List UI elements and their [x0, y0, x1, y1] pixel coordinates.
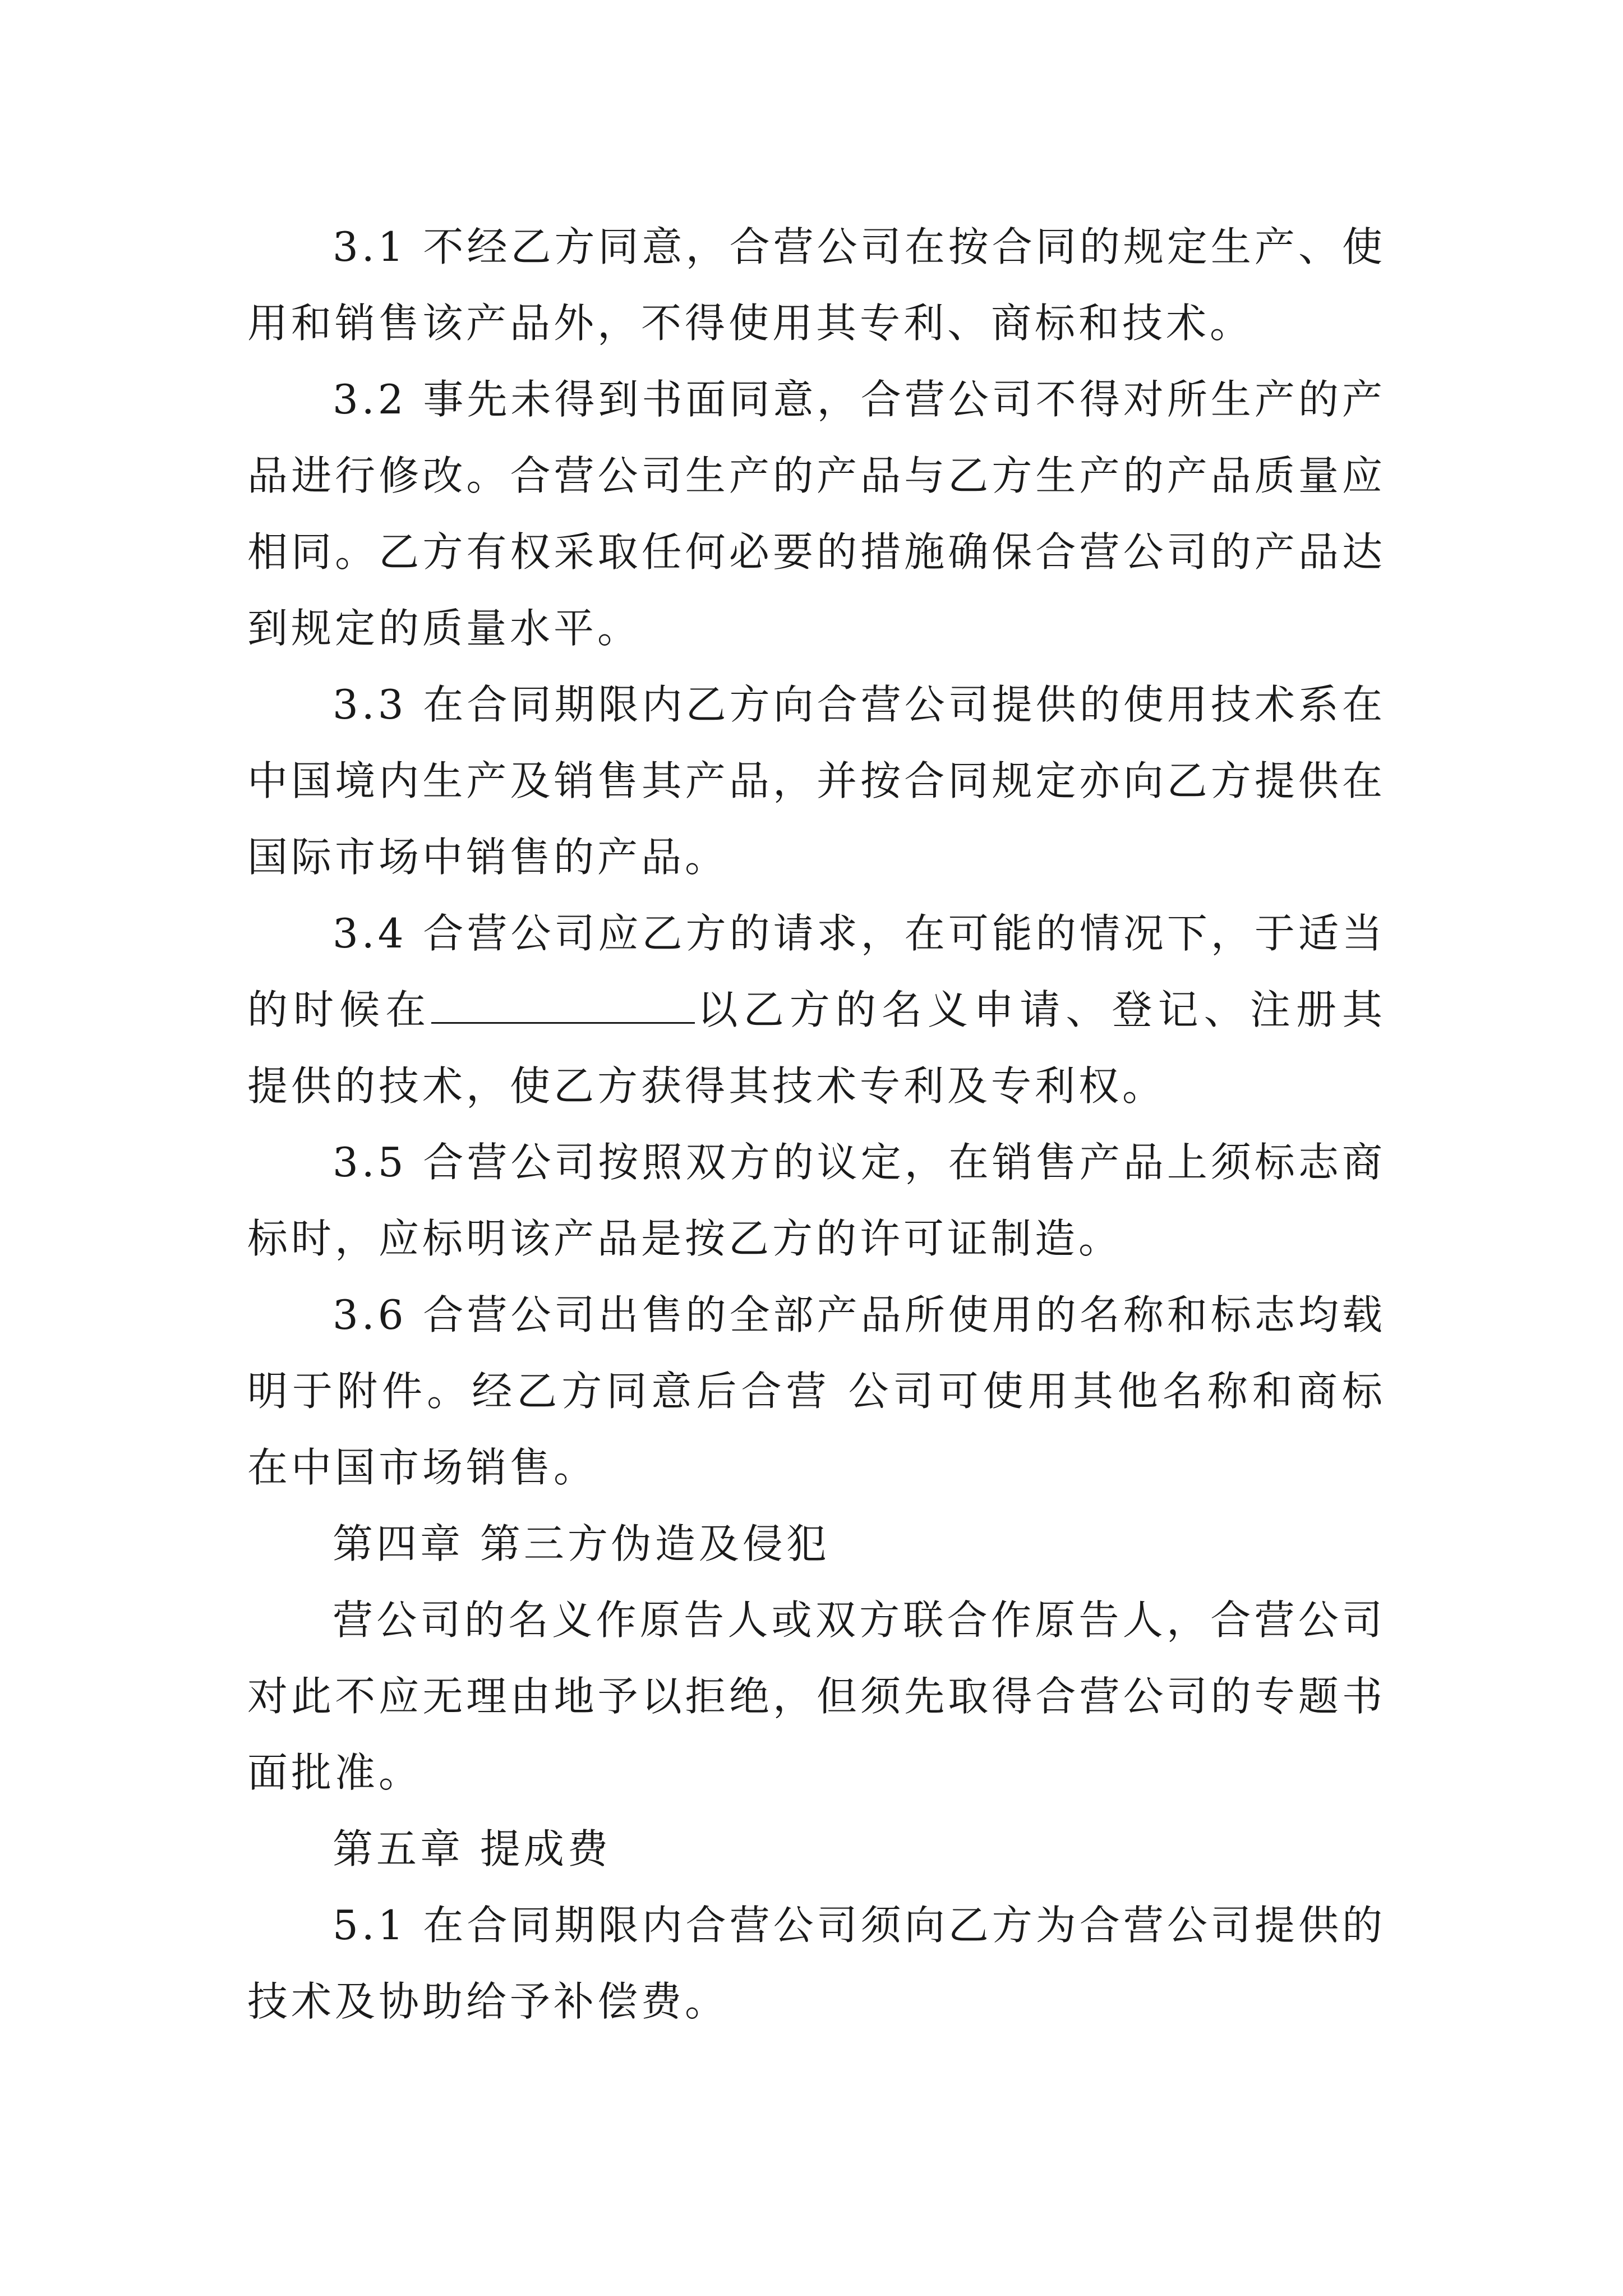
chapter-5-heading: 第五章 提成费	[333, 1825, 611, 1872]
chapter-4-body: 营公司的名义作原告人或双方联合作原告人，合营公司对此不应无理由地予以拒绝，但须先取得合营公司的专题书面批准。	[247, 1596, 1386, 1796]
clause-3-4-text-before: 3.4 合营公司应乙方的请求，在可能的情况下，于适当的时候在	[247, 910, 1386, 1033]
chapter-4-heading: 第四章 第三方伪造及侵犯	[333, 1520, 830, 1567]
clause-5-1: 5.1 在合同期限内合营公司须向乙方为合营公司提供的技术及协助给予补偿费。	[247, 1902, 1386, 2025]
document-body	[247, 209, 1386, 2040]
clause-3-4	[247, 895, 1386, 1124]
clause-3-3: 3.3 在合同期限内乙方向合营公司提供的使用技术系在中国境内生产及销售其产品，并按合同规定亦向乙方提供在国际市场中销售的产品。	[247, 681, 1386, 881]
clause-3-5: 3.5 合营公司按照双方的议定，在销售产品上须标志商标时，应标明该产品是按乙方的许可证制造。	[247, 1139, 1386, 1262]
clause-3-6: 3.6 合营公司出售的全部产品所使用的名称和标志均载明于附件。经乙方同意后合营 公司可使用其他名称和商标在中国市场销售。	[247, 1291, 1386, 1491]
clause-3-4-text-after: 以乙方的名义申请、登记、注册其提供的技术，使乙方获得其技术专利及专利权。	[247, 986, 1386, 1110]
clause-3-1: 3.1 不经乙方同意，合营公司在按合同的规定生产、使用和销售该产品外，不得使用其专利、商标和技术。	[247, 223, 1386, 347]
clause-3-2: 3.2 事先未得到书面同意，合营公司不得对所生产的产品进行修改。合营公司生产的产品与乙方生产的产品质量应相同。乙方有权采取任何必要的措施确保合营公司的产品达到规定的质量水平。	[247, 376, 1386, 652]
fill-in-blank	[431, 988, 695, 1024]
